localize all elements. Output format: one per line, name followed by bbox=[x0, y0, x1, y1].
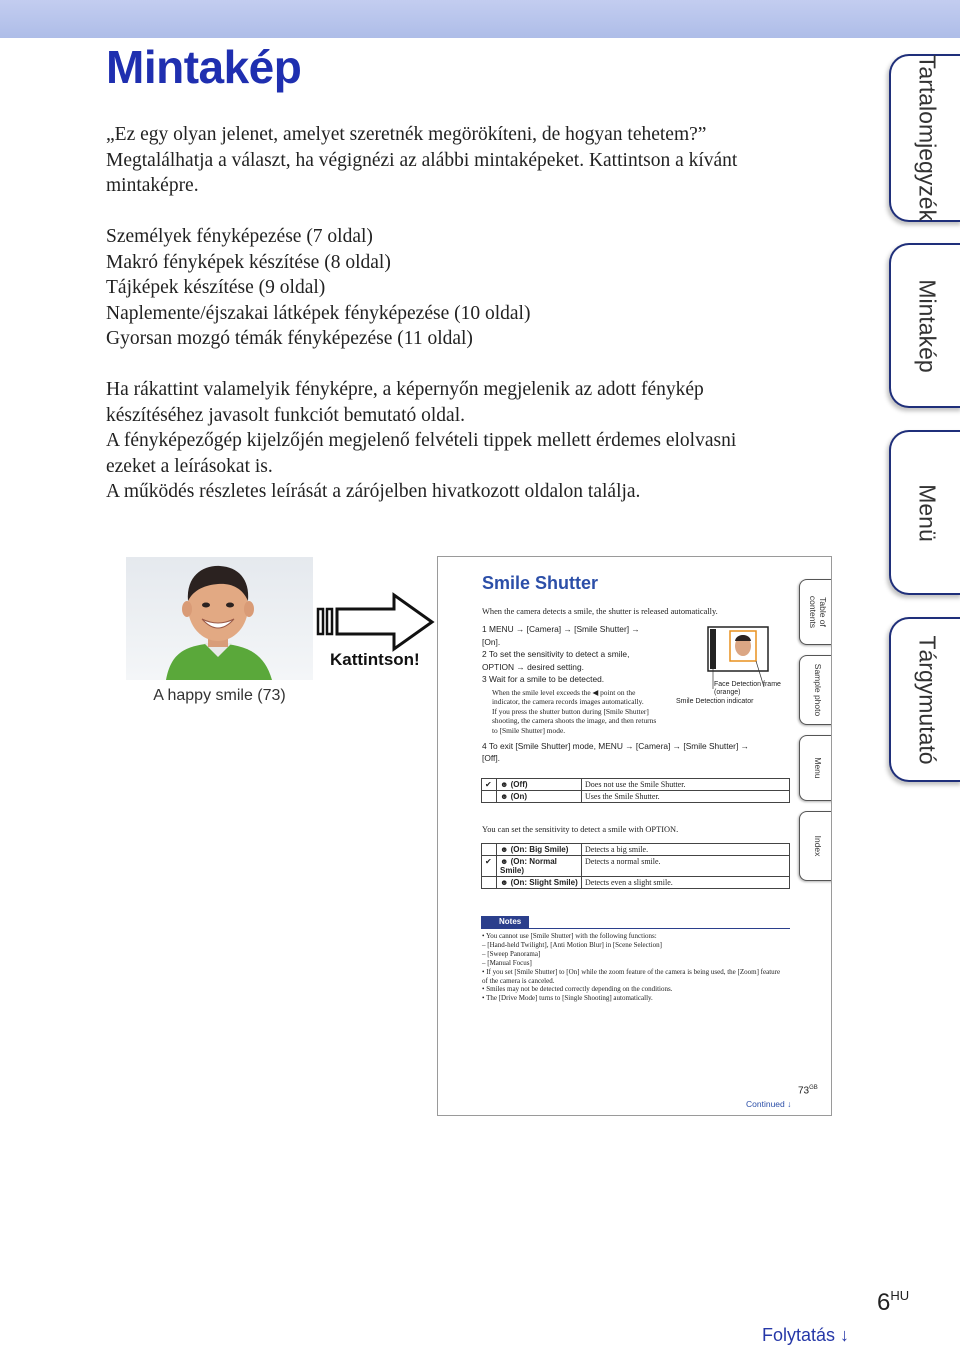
thumb-sensitivity-text: You can set the sensitivity to detect a smile with OPTION. bbox=[482, 825, 679, 834]
sample-photo-smiling-boy[interactable] bbox=[126, 557, 313, 680]
intro-line: Megtalálhatja a választ, ha végignézi az alábbi mintaképeket. Kattintson a kívánt bbox=[106, 149, 738, 171]
photo-caption: A happy smile (73) bbox=[153, 687, 286, 704]
info-line: ezeket a leírásokat is. bbox=[106, 455, 273, 477]
thumb-detail-line: When the smile level exceeds the ◀ point on the bbox=[492, 688, 636, 697]
note-line: – [Manual Focus] bbox=[482, 958, 532, 967]
table-label: ☻ (On: Normal Smile) bbox=[497, 856, 582, 877]
topic-link-list bbox=[106, 224, 866, 352]
note-line: – [Sweep Panorama] bbox=[482, 949, 541, 958]
table-label-text: (On) bbox=[510, 792, 528, 801]
sidetab-label: Tárgymutató bbox=[914, 634, 941, 765]
note-line: • If you set [Smile Shutter] to [On] while the zoom feature of the camera is being used, the [Zoom] feature bbox=[482, 967, 781, 976]
diagram-label-smile-indicator: Smile Detection indicator bbox=[676, 698, 754, 705]
boy-illustration bbox=[126, 557, 313, 680]
thumb-detail-line: indicator, the camera records images automatically. bbox=[492, 697, 644, 707]
mini-tab-label: Sample photo bbox=[812, 663, 823, 717]
topic-link-people[interactable]: Személyek fényképezése (7 oldal) bbox=[106, 226, 373, 247]
notes-divider bbox=[481, 928, 790, 929]
table-label-text: (On: Normal Smile) bbox=[500, 857, 557, 875]
mini-tab-sample-photo bbox=[799, 655, 832, 725]
table-desc: Does not use the Smile Shutter. bbox=[582, 779, 790, 791]
mini-tab-menu bbox=[799, 735, 832, 801]
table-desc: Uses the Smile Shutter. bbox=[582, 791, 790, 803]
page-number-suffix: HU bbox=[890, 1288, 910, 1303]
thumb-detail-line: If you press the shutter button during [Smile Shutter] bbox=[492, 706, 649, 716]
thumb-step-line: 4 To exit [Smile Shutter] mode, MENU → [Camera] → [Smile Shutter] → bbox=[482, 741, 750, 751]
thumb-table-sensitivity bbox=[481, 843, 790, 889]
thumb-intro: When the camera detects a smile, the shutter is released automatically. bbox=[482, 607, 718, 616]
table-label: ☻ (On) bbox=[497, 791, 582, 803]
table-row bbox=[482, 844, 790, 856]
table-label-text: (Off) bbox=[510, 780, 528, 789]
diagram-label-orange: (orange) bbox=[714, 689, 741, 696]
thumb-step4 bbox=[482, 740, 749, 764]
right-arrow-icon bbox=[316, 592, 436, 654]
note-line: of the camera is canceled. bbox=[482, 976, 555, 985]
sidetab-label: Tartalomjegyzék bbox=[914, 54, 941, 222]
thumb-detail-line: shooting, the camera shoots the image, and then returns bbox=[492, 716, 657, 726]
thumb-detail-line: to [Smile Shutter] mode. bbox=[492, 725, 566, 735]
thumb-step-line: 1 MENU → [Camera] → [Smile Shutter] → bbox=[482, 624, 640, 634]
manual-page-thumbnail[interactable] bbox=[437, 556, 832, 1116]
page-number bbox=[877, 1288, 909, 1317]
info-line: Ha rákattint valamelyik fényképre, a képernyőn megjelenik az adott fénykép bbox=[106, 379, 704, 400]
info-line: A fényképezőgép kijelzőjén megjelenő felvételi tippek mellett érdemes elolvasni bbox=[106, 430, 737, 451]
thumb-table-onoff bbox=[481, 778, 790, 803]
mini-tab-toc bbox=[799, 579, 832, 645]
table-desc: Detects even a slight smile. bbox=[582, 877, 790, 889]
table-row bbox=[482, 779, 790, 791]
info-line: A működés részletes leírását a zárójelben hivatkozott oldalon találja. bbox=[106, 481, 641, 502]
mini-tab-index bbox=[799, 811, 832, 881]
thumb-page-number bbox=[798, 1085, 818, 1096]
page-title: Mintakép bbox=[106, 41, 302, 93]
note-line: • Smiles may not be detected correctly depending on the conditions. bbox=[482, 985, 673, 994]
sidetab-label: Menü bbox=[914, 483, 941, 542]
table-check bbox=[482, 844, 497, 856]
intro-line: mintaképre. bbox=[106, 175, 199, 196]
diagram-label-face-frame: Face Detection frame bbox=[714, 681, 781, 688]
thumb-step-line: 3 Wait for a smile to be detected. bbox=[482, 674, 605, 685]
page-number-value: 6 bbox=[877, 1289, 891, 1316]
topic-link-macro[interactable]: Makró fényképek készítése (8 oldal) bbox=[106, 251, 391, 273]
thumb-step-line: OPTION → desired setting. bbox=[482, 661, 584, 672]
sidetab-menu[interactable] bbox=[889, 430, 960, 595]
table-desc: Detects a normal smile. bbox=[582, 856, 790, 877]
thumb-page-value: 73 bbox=[798, 1085, 810, 1097]
info-line: készítéséhez javasolt funkciót bemutató oldal. bbox=[106, 404, 466, 426]
table-check: ✔ bbox=[482, 779, 497, 791]
table-row bbox=[482, 856, 790, 877]
note-line: – [Hand-held Twilight], [Anti Motion Blur] in [Scene Selection] bbox=[482, 940, 662, 949]
table-label: ☻ (On: Slight Smile) bbox=[497, 877, 582, 889]
sidetab-label: Mintakép bbox=[914, 278, 941, 373]
table-check bbox=[482, 877, 497, 889]
topic-link-fast-moving[interactable]: Gyorsan mozgó témák fényképezése (11 oldal) bbox=[106, 328, 473, 349]
table-row bbox=[482, 877, 790, 889]
topic-link-landscape[interactable]: Tájképek készítése (9 oldal) bbox=[106, 277, 326, 298]
mini-tab-label: Table of contents bbox=[807, 595, 828, 629]
thumb-step-line: [Off]. bbox=[482, 753, 500, 763]
mini-tab-label: Menu bbox=[812, 757, 823, 779]
sidetab-tartalomjegyzek[interactable] bbox=[889, 54, 960, 222]
notes-label: Notes bbox=[481, 916, 529, 928]
mini-tab-label: Index bbox=[812, 835, 823, 857]
continue-link[interactable]: Folytatás ↓ bbox=[762, 1325, 850, 1345]
thumb-page-sup: GB bbox=[809, 1085, 818, 1091]
thumb-steps bbox=[482, 623, 640, 686]
top-bar bbox=[0, 0, 960, 38]
note-line: • The [Drive Mode] turns to [Single Shooting] automatically. bbox=[482, 994, 653, 1003]
thumb-step-line: [On]. bbox=[482, 636, 501, 647]
table-label: ☻ (Off) bbox=[497, 779, 582, 791]
table-label-text: (On: Slight Smile) bbox=[510, 878, 578, 887]
sidetab-targymutato[interactable] bbox=[889, 617, 960, 782]
click-label: Kattintson! bbox=[330, 650, 420, 669]
table-label: ☻ (On: Big Smile) bbox=[497, 844, 582, 856]
thumb-step-line: 2 To set the sensitivity to detect a smile, bbox=[482, 649, 630, 660]
intro-line: „Ez egy olyan jelenet, amelyet szeretnék megörökíteni, de hogyan tehetem?” bbox=[106, 124, 707, 145]
table-row bbox=[482, 791, 790, 803]
note-line: • You cannot use [Smile Shutter] with the following functions: bbox=[482, 932, 657, 940]
sidetab-mintakep[interactable] bbox=[889, 243, 960, 408]
intro-paragraph bbox=[106, 122, 866, 199]
thumb-step3-detail bbox=[492, 688, 656, 735]
thumb-notes bbox=[482, 932, 780, 1003]
thumb-continued: Continued ↓ bbox=[746, 1099, 792, 1109]
table-label-text: (On: Big Smile) bbox=[510, 845, 569, 854]
info-paragraph bbox=[106, 377, 866, 505]
table-check bbox=[482, 791, 497, 803]
table-check: ✔ bbox=[482, 856, 497, 877]
topic-link-sunset-night[interactable]: Naplemente/éjszakai látképek fényképezése (10 oldal) bbox=[106, 302, 531, 324]
thumb-title: Smile Shutter bbox=[482, 573, 599, 593]
table-desc: Detects a big smile. bbox=[582, 844, 790, 856]
